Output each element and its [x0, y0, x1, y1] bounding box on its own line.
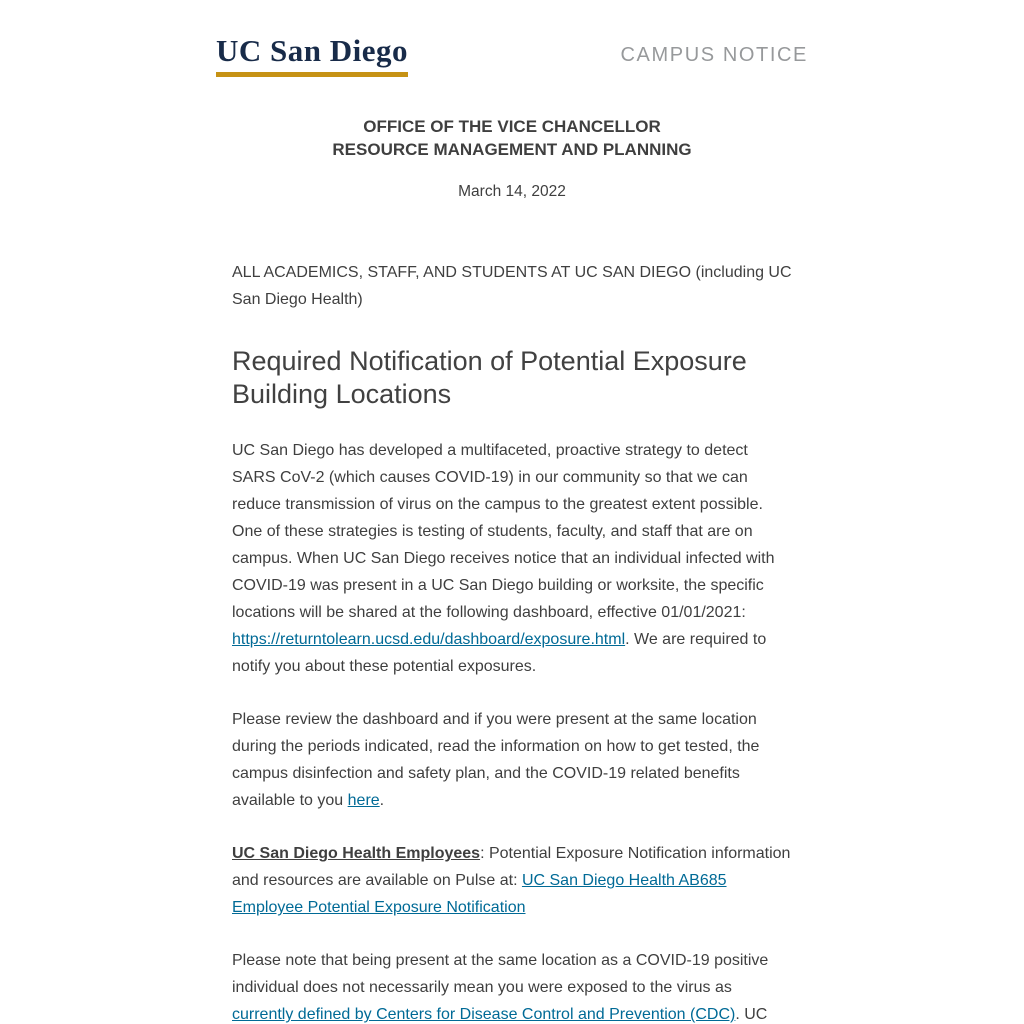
paragraph-review	[232, 706, 792, 814]
paragraph-review-text: Please review the dashboard and if you were present at the same location during the periods indicated, read the information on how to get tested, the campus disinfection and safety plan, and the COVID-19 related benefits available to you	[232, 711, 760, 810]
cdc-note-text: Please note that being present at the same location as a COVID-19 positive individual does not necessarily mean you were exposed to the virus as	[232, 952, 769, 997]
exposure-dashboard-link[interactable]: https://returntolearn.ucsd.edu/dashboard/exposure.html	[232, 631, 626, 649]
notice-body	[212, 259, 812, 1024]
logo-gold-bar	[216, 72, 408, 77]
paragraph-strategy-text: UC San Diego has developed a multifaceted, proactive strategy to detect SARS CoV-2 (which causes COVID-19) in our community so that we can reduce transmission of virus on the campus to the greatest extent possible. One of these strategies is testing of students, faculty, and staff that are on campus. When UC San Diego receives notice that an individual infected with COVID-19 was present in a UC San Diego building or worksite, the specific locations will be shared at the following dashboard, effective 01/01/2021:	[232, 442, 775, 622]
paragraph-health-employees	[232, 840, 792, 921]
audience-text: ALL ACADEMICS, STAFF, AND STUDENTS AT UC SAN DIEGO (including UC San Diego Health)	[232, 264, 792, 309]
paragraph-strategy	[232, 437, 792, 680]
paragraph-review-tail: .	[379, 792, 385, 810]
cdc-definition-link[interactable]: currently defined by Centers for Disease Control and Prevention (CDC)	[232, 1006, 736, 1024]
health-employees-text: : Potential Exposure Notification information and resources are available on Pulse at:	[232, 845, 791, 890]
office-line-1: OFFICE OF THE VICE CHANCELLOR	[363, 117, 661, 137]
office-block	[212, 115, 812, 161]
paragraph-strategy-tail: . We are required to notify you about these potential exposures.	[232, 631, 767, 676]
office-line-2: RESOURCE MANAGEMENT AND PLANNING	[332, 140, 692, 160]
health-employees-label: UC San Diego Health Employees	[232, 845, 481, 863]
ucsd-logo	[216, 34, 408, 77]
ab685-notification-link[interactable]: UC San Diego Health AB685 Employee Potential Exposure Notification	[232, 872, 727, 917]
campus-notice-page	[212, 0, 812, 1024]
page-title: Required Notification of Potential Exposure Building Locations	[232, 346, 747, 410]
cdc-note-tail: . UC	[735, 1006, 768, 1024]
paragraph-cdc-note	[232, 947, 792, 1024]
masthead	[212, 34, 812, 77]
notice-date: March 14, 2022	[458, 183, 566, 201]
audience-line	[232, 259, 792, 313]
benefits-here-link[interactable]: here	[347, 792, 380, 810]
ucsd-logo-wordmark: UC San Diego	[216, 33, 409, 68]
campus-notice-label: CAMPUS NOTICE	[620, 44, 808, 67]
